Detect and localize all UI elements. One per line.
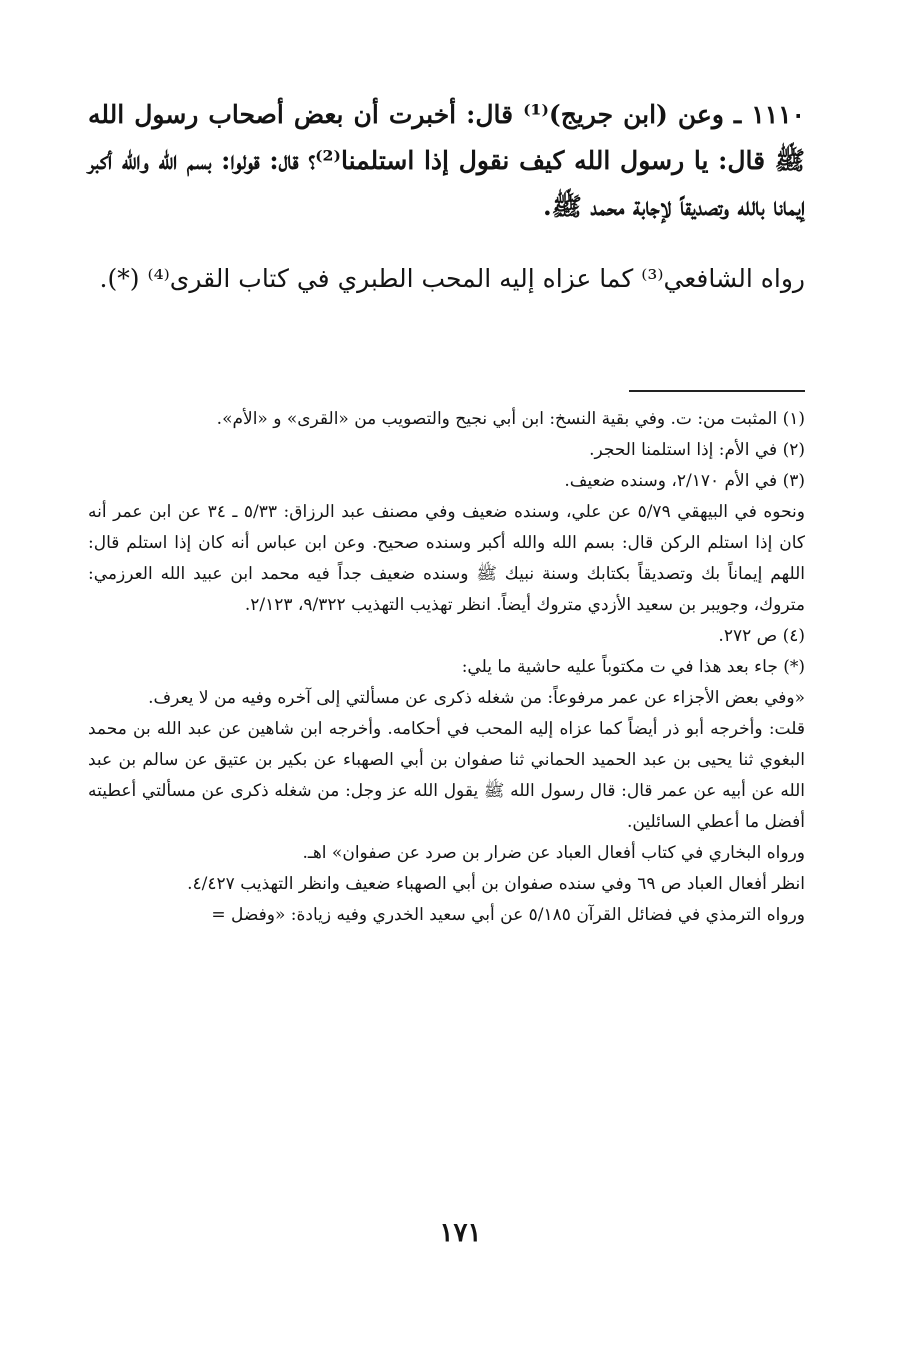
main-text	[88, 92, 805, 302]
footnote-star-quote: «وفي بعض الأجزاء عن عمر مرفوعاً: من شغله ذكرى عن مسألتي إلى آخره وفيه من لا يعرف.	[148, 688, 805, 708]
footnote-2: (٢) في الأم: إذا استلمنا الحجر.	[589, 440, 805, 460]
page-number: ١٧١	[439, 1218, 482, 1248]
footnote-3: (٣) في الأم ٢/١٧٠، وسنده ضعيف.	[564, 471, 805, 491]
footnote-star-bukhari: ورواه البخاري في كتاب أفعال العباد عن ضرار بن صرد عن صفوان» اهـ.	[302, 843, 805, 863]
footnote-star-comment: قلت: وأخرجه أبو ذر أيضاً كما عزاه إليه المحب في أحكامه. وأخرجه ابن شاهين عن عبد الله بن محمد البغوي ثنا يحيى بن عبد الحميد الحماني ثنا صفوان بن أبي الصهباء عن بكير بن عتيق عن سالم بن عبد الله عن أبيه عن عمر قال: قال رسول الله ﷺ يقول الله عز وجل: من شغله ذكرى عن مسألتي أعطيته أفضل ما أعطي السائلين.	[88, 719, 805, 832]
footnote-3-continuation: ونحوه في البيهقي ٥/٧٩ عن علي، وسنده ضعيف وفي مصنف عبد الرزاق: ٥/٣٣ ـ ٣٤ عن ابن عمر أنه كان إذا استلم الركن قال: بسم الله والله أكبر وسنده صحيح. وعن ابن عباس أنه كان إذا استلم قال: اللهم إيماناً بك وتصديقاً بكتابك وسنة نبيك ﷺ وسنده ضعيف جداً فيه محمد ابن عبيد الله العرزمي: متروك، وجويبر بن سعيد الأزدي متروك أيضاً. انظر تهذيب التهذيب ٩/٣٢٢، ٢/١٢٣.	[88, 502, 805, 615]
footnote-1: (١) المثبت من: ت. وفي بقية النسخ: ابن أبي نجيح والتصويب من «القرى» و «الأم».	[216, 409, 805, 429]
footnote-star: (*) جاء بعد هذا في ت مكتوباً عليه حاشية ما يلي:	[461, 657, 805, 677]
footnote-star-tirmidhi: ورواه الترمذي في فضائل القرآن ٥/١٨٥ عن أبي سعيد الخدري وفيه زيادة: «وفضل =	[211, 905, 805, 925]
footnote-star-reference: انظر أفعال العباد ص ٦٩ وفي سنده صفوان بن أبي الصهباء ضعيف وانظر التهذيب ٤/٤٢٧.	[187, 874, 805, 894]
footnote-separator	[629, 390, 805, 392]
footnotes	[88, 404, 805, 931]
source-paragraph: رواه الشافعي⁽³⁾ كما عزاه إليه المحب الطبري في كتاب القرى⁽⁴⁾ (*).	[99, 264, 805, 293]
hadith-paragraph: ١١١٠ ـ وعن (ابن جريج)⁽¹⁾ قال: أخبرت أن بعض أصحاب رسول الله ﷺ قال: يا رسول الله كيف نقول إذا استلمنا⁽²⁾؟ قال: قولوا: بسم الله والله أكبر إيمانا بالله وتصديقاً لإجابة محمد ﷺ.	[88, 100, 805, 221]
footnote-4: (٤) ص ٢٧٢.	[718, 626, 805, 646]
